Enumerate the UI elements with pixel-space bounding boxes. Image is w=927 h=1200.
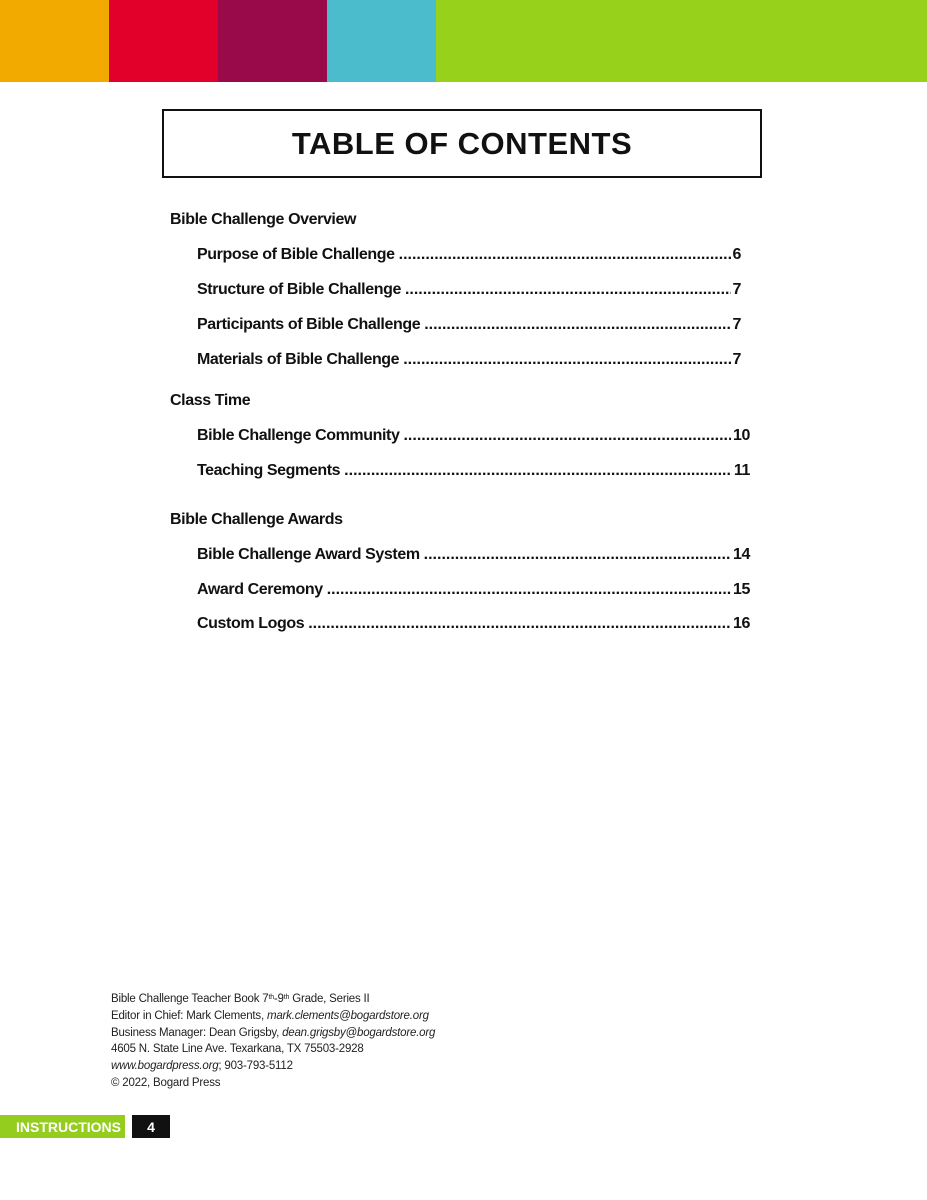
toc-entry-page: 7 bbox=[732, 316, 741, 333]
color-block-teal bbox=[327, 0, 436, 82]
copyright-line: © 2022, Bogard Press bbox=[111, 1076, 221, 1089]
toc-entry[interactable] bbox=[197, 462, 750, 480]
dot-leader bbox=[424, 316, 730, 334]
toc-entry-label: Bible Challenge Award System bbox=[197, 546, 420, 563]
toc-entry-page: 14 bbox=[733, 546, 750, 563]
editor-email-link[interactable]: mark.clements@bogardstore.org bbox=[266, 1009, 429, 1022]
toc-entry-label: Materials of Bible Challenge bbox=[197, 351, 400, 368]
manager-line bbox=[111, 1025, 435, 1042]
toc-entry-page: 15 bbox=[733, 581, 750, 598]
footer-page-number: 4 bbox=[132, 1115, 170, 1138]
dot-leader bbox=[405, 281, 731, 299]
contact-line bbox=[111, 1058, 435, 1075]
toc-entry-label: Structure of Bible Challenge bbox=[197, 281, 401, 298]
dot-leader bbox=[424, 546, 731, 564]
section-heading: Bible Challenge Awards bbox=[170, 511, 343, 528]
dot-leader bbox=[403, 427, 731, 445]
phone-number: ; 903-793-5112 bbox=[218, 1060, 293, 1073]
book-title-line bbox=[111, 991, 435, 1008]
toc-entry-page: 10 bbox=[733, 427, 750, 444]
color-block-green bbox=[436, 0, 927, 82]
toc-entry-page: 7 bbox=[732, 281, 741, 298]
website-link[interactable]: www.bogardpress.org bbox=[111, 1060, 219, 1073]
header-color-bar bbox=[0, 0, 927, 82]
editor-line bbox=[111, 1008, 435, 1025]
footer-section-label: INSTRUCTIONS bbox=[0, 1115, 125, 1138]
toc-entry[interactable] bbox=[197, 316, 741, 334]
toc-entry[interactable] bbox=[197, 427, 750, 445]
toc-entry[interactable] bbox=[197, 281, 741, 299]
dot-leader bbox=[403, 351, 730, 369]
toc-entry[interactable] bbox=[197, 246, 741, 264]
toc-entry-page: 16 bbox=[733, 615, 750, 632]
dot-leader bbox=[308, 615, 731, 633]
address-line: 4605 N. State Line Ave. Texarkana, TX 75503-2928 bbox=[111, 1043, 364, 1056]
ordinal-suffix: th bbox=[283, 994, 290, 1001]
toc-title-box bbox=[162, 109, 762, 178]
toc-entry[interactable] bbox=[197, 351, 741, 369]
grade-series: Grade, Series II bbox=[289, 993, 370, 1005]
section-heading: Bible Challenge Overview bbox=[170, 211, 357, 228]
book-title: Bible Challenge Teacher Book 7 bbox=[111, 993, 269, 1005]
toc-entry-label: Purpose of Bible Challenge bbox=[197, 246, 395, 263]
toc-entry-label: Custom Logos bbox=[197, 615, 305, 632]
section-heading: Class Time bbox=[170, 392, 251, 409]
dot-leader bbox=[327, 581, 731, 599]
toc-entry-label: Bible Challenge Community bbox=[197, 427, 400, 444]
manager-label: Business Manager: Dean Grigsby, bbox=[111, 1026, 280, 1039]
toc-entry-page: 6 bbox=[732, 246, 741, 263]
toc-entry-label: Award Ceremony bbox=[197, 581, 323, 598]
toc-entry-page: 7 bbox=[732, 351, 741, 368]
page-title: TABLE OF CONTENTS bbox=[291, 125, 633, 161]
color-block-maroon bbox=[218, 0, 327, 82]
color-block-orange bbox=[0, 0, 109, 82]
color-block-red bbox=[109, 0, 218, 82]
colophon bbox=[111, 991, 435, 1092]
toc-entry-page: 11 bbox=[733, 462, 750, 479]
toc-entry-label: Teaching Segments bbox=[197, 462, 341, 479]
ordinal-suffix: th bbox=[268, 994, 274, 1001]
dot-leader bbox=[344, 462, 732, 480]
editor-label: Editor in Chief: Mark Clements, bbox=[111, 1009, 264, 1022]
manager-email-link[interactable]: dean.grigsby@bogardstore.org bbox=[282, 1026, 436, 1039]
toc-entry[interactable] bbox=[197, 581, 750, 599]
dot-leader bbox=[399, 246, 731, 264]
toc-entry-label: Participants of Bible Challenge bbox=[197, 316, 421, 333]
toc-entry[interactable] bbox=[197, 615, 750, 633]
grade-range: -9 bbox=[273, 993, 284, 1005]
toc-entry[interactable] bbox=[197, 546, 750, 564]
